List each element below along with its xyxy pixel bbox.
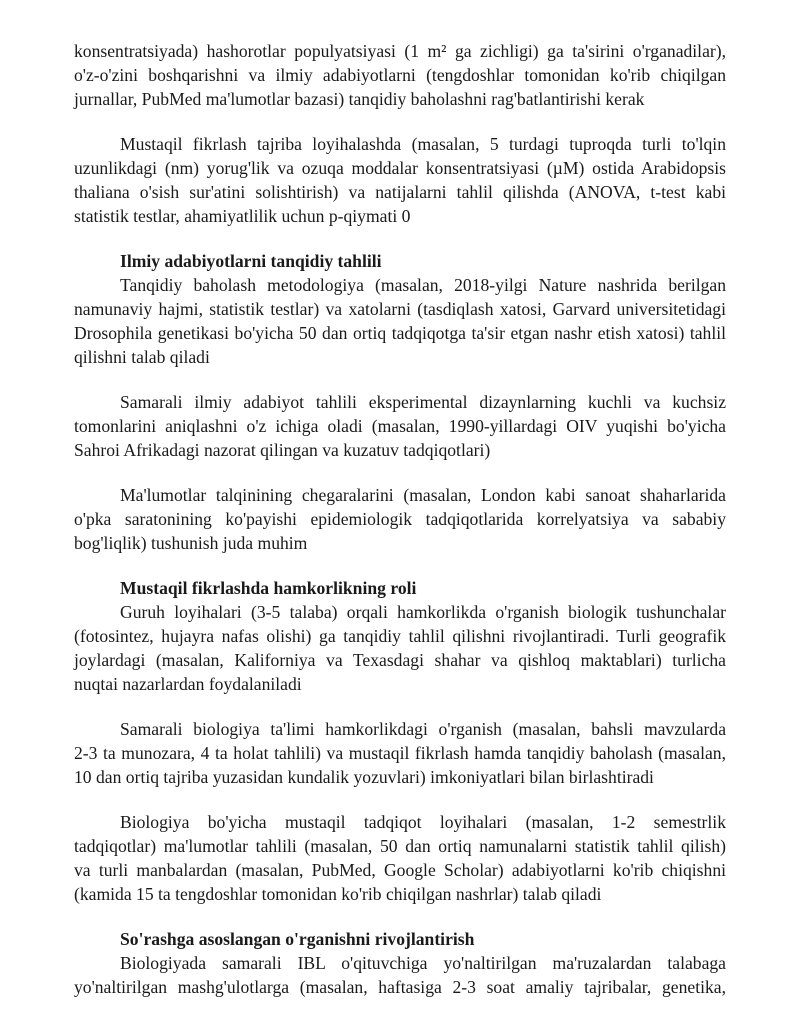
- text-line: statistik testlar, ahamiyatlilik uchun p-qiymati 0: [74, 206, 411, 226]
- paragraph-data-interpretation: [74, 483, 726, 555]
- text-line: (kamida 15 ta tengdoshlar tomonidan ko'rib chiqilgan nashrlar) talab qiladi: [74, 884, 602, 904]
- text-line: Sahroi Afrikadagi nazorat qilingan va kuzatuv tadqiqotlari): [74, 440, 491, 460]
- text-line: tadqiqotlar) ma'lumotlar tahlili (masalan, 50 dan ortiq namunalarni statistik tahlil qilish): [74, 836, 726, 856]
- text-line: namunaviy hajmi, statistik testlar) va xatolarni (tasdiqlash xatosi, Garvard universitetidagi: [74, 299, 726, 319]
- paragraph-literature-analysis: [74, 390, 726, 462]
- text-line: Guruh loyihalari (3-5 talaba) orqali hamkorlikda o'rganish biologik tushunchalar: [120, 602, 726, 622]
- document-page: [74, 0, 726, 999]
- text-line: Drosophila genetikasi bo'yicha 50 dan ortiq tadqiqotga ta'sir etgan nashr etish xatosi) tahlil: [74, 323, 726, 343]
- text-line: thaliana o'sish sur'atini solishtirish) va natijalarni tahlil qilishda (ANOVA, t-test kabi: [74, 182, 726, 202]
- text-line: Mustaqil fikrlash tajriba loyihalashda (masalan, 5 turdagi tuproqda turli to'lqin: [120, 134, 726, 154]
- text-line: tomonlarini aniqlashni o'z ichiga oladi (masalan, 1990-yillardagi OIV yuqishi bo'yicha: [74, 416, 726, 436]
- text-line: qilishni talab qiladi: [74, 347, 210, 367]
- text-line: jurnallar, PubMed ma'lumotlar bazasi) tanqidiy baholashni rag'batlantirishi kerak: [74, 89, 645, 109]
- text-line: (fotosintez, hujayra nafas olishi) ga tanqidiy tahlil qilishni rivojlantiradi. Turli geografik: [74, 626, 726, 646]
- section-heading-literature: Ilmiy adabiyotlarni tanqidiy tahlili: [120, 251, 382, 271]
- text-line: Samarali ilmiy adabiyot tahlili eksperimental dizaynlarning kuchli va kuchsiz: [120, 392, 726, 412]
- section-heading-collaboration: Mustaqil fikrlashda hamkorlikning roli: [120, 578, 417, 598]
- text-line: joylardagi (masalan, Kaliforniya va Texasdagi shahar va qishloq maktablari) turlicha: [74, 650, 726, 670]
- text-line: bog'liqlik) tushunish juda muhim: [74, 533, 308, 553]
- text-line: Tanqidiy baholash metodologiya (masalan, 2018-yilgi Nature nashrida berilgan: [120, 275, 726, 295]
- paragraph-effective-education: [74, 717, 726, 789]
- text-line: nuqtai nazarlardan foydalaniladi: [74, 674, 302, 694]
- text-line: 10 dan ortiq tajriba yuzasidan kundalik yozuvlari) imkoniyatlari bilan birlashtiradi: [74, 767, 654, 787]
- text-line: Ma'lumotlar talqinining chegaralarini (masalan, London kabi sanoat shaharlarida: [120, 485, 726, 505]
- section-heading-inquiry: So'rashga asoslangan o'rganishni rivojlantirish: [120, 929, 475, 949]
- text-line: Biologiyada samarali IBL o'qituvchiga yo'naltirilgan ma'ruzalardan talabaga: [120, 953, 726, 973]
- text-line: konsentratsiyada) hashorotlar populyatsiyasi (1 m² ga zichligi) ga ta'sirini o'rganadilar),: [74, 41, 726, 61]
- text-line: Samarali biologiya ta'limi hamkorlikdagi o'rganish (masalan, bahsli mavzularda: [120, 719, 726, 739]
- paragraph-independent-thinking: [74, 132, 726, 228]
- paragraph-group-projects: [74, 600, 726, 696]
- paragraph-research-projects: [74, 810, 726, 906]
- text-line: 2-3 ta munozara, 4 ta holat tahlili) va mustaqil fikrlash hamda tanqidiy baholash (masalan,: [74, 743, 726, 763]
- text-line: va turli manbalardan (masalan, PubMed, Google Scholar) adabiyotlarni ko'rib chiqishni: [74, 860, 726, 880]
- paragraph-critical-evaluation: [74, 273, 726, 369]
- text-line: o'pka saratonining ko'payishi epidemiologik tadqiqotlarida korrelyatsiya va sababiy: [74, 509, 726, 529]
- text-line: yo'naltirilgan mashg'ulotlarga (masalan, haftasiga 2-3 soat amaliy tajribalar, genetika,: [74, 977, 726, 997]
- text-line: o'z-o'zini boshqarishni va ilmiy adabiyotlarni (tengdoshlar tomonidan ko'rib chiqilgan: [74, 65, 726, 85]
- paragraph-ibl: [74, 951, 726, 999]
- text-line: uzunlikdagi (nm) yorug'lik va ozuqa moddalar konsentratsiyasi (µM) ostida Arabidopsis: [74, 158, 726, 178]
- text-line: Biologiya bo'yicha mustaqil tadqiqot loyihalari (masalan, 1-2 semestrlik: [120, 812, 726, 832]
- paragraph-continuation: [74, 39, 726, 111]
